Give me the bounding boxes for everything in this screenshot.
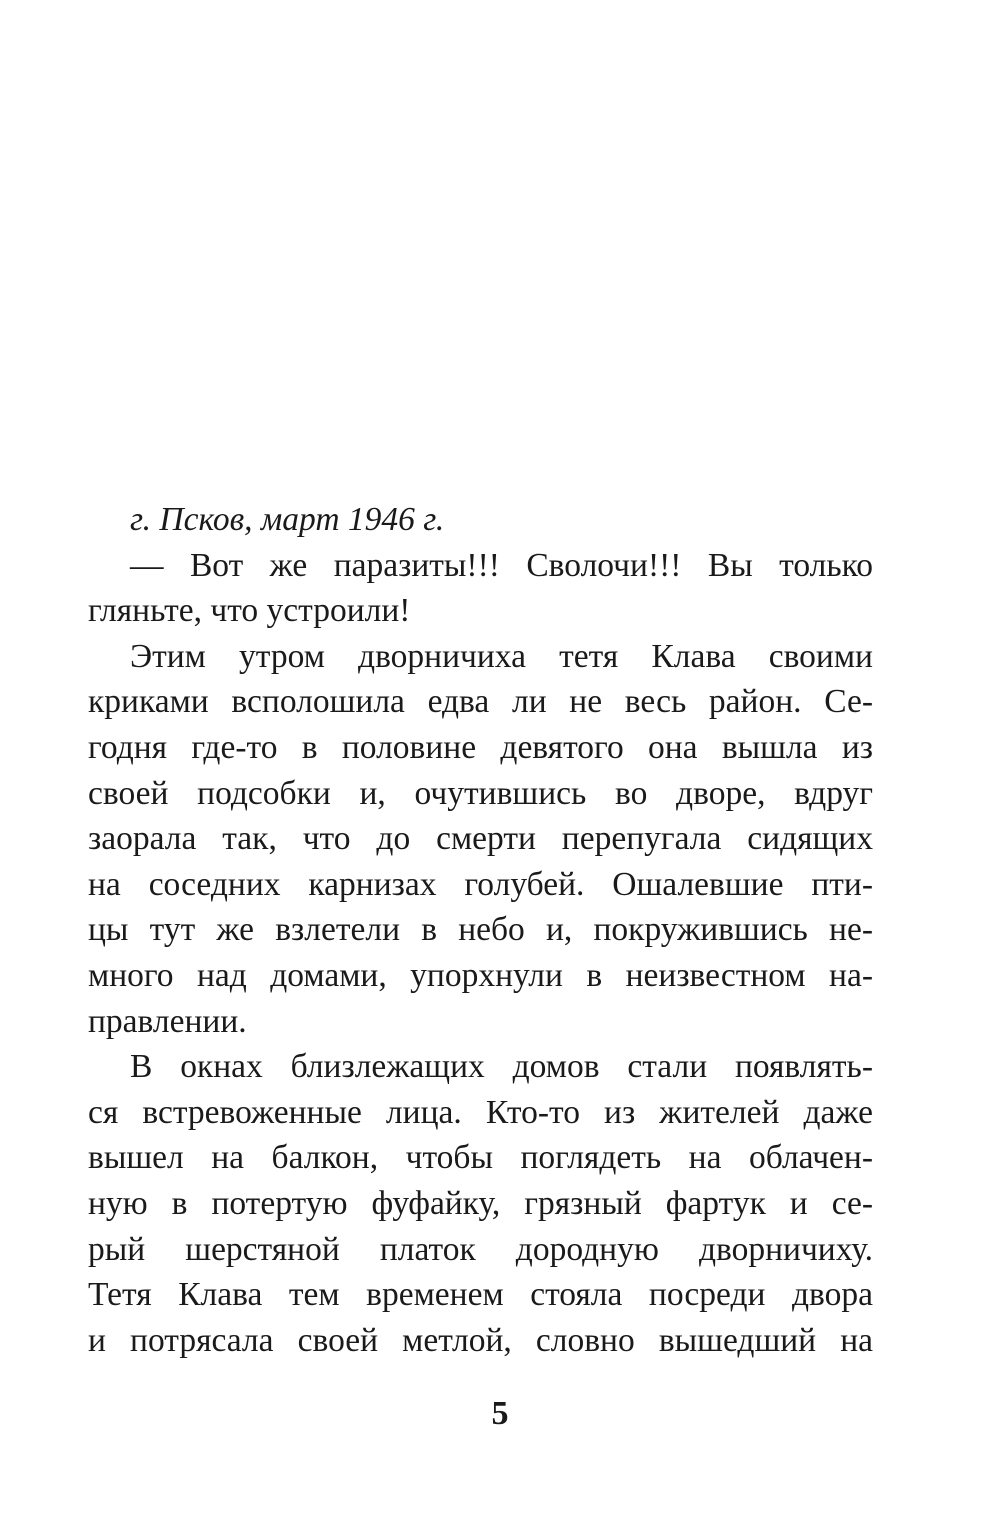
paragraph-1: [88, 543, 873, 634]
page-number: 5: [491, 1395, 509, 1432]
text-line: гляньте, что устроили!: [88, 592, 411, 630]
text-line: — Вот же паразиты!!! Сволочи!!! Вы только: [130, 546, 873, 584]
text-line: Этим утром дворничиха тетя Клава своими: [130, 637, 873, 675]
text-line: ся встревоженные лица. Кто-то из жителей даже: [88, 1093, 873, 1131]
text-line: своей подсобки и, очутившись во дворе, вдруг: [88, 774, 873, 812]
dateline: г. Псков, март 1946 г.: [130, 501, 445, 538]
body-text: [88, 497, 873, 1363]
text-line: В окнах близлежащих домов стали появлять-: [130, 1048, 873, 1086]
text-line: и потрясала своей метлой, словно вышедший на: [88, 1321, 873, 1359]
paragraph-3: [88, 1044, 873, 1363]
text-line: рый шерстяной платок дородную дворничиху.: [88, 1230, 873, 1268]
text-line: цы тут же взлетели в небо и, покружившись не-: [88, 911, 873, 949]
text-line: криками всполошила едва ли не весь район. Се-: [88, 683, 873, 721]
paragraph-2: [88, 634, 873, 1044]
text-line: годня где-то в половине девятого она вышла из: [88, 728, 873, 766]
text-line: вышел на балкон, чтобы поглядеть на облачен-: [88, 1139, 873, 1177]
text-line: ную в потертую фуфайку, грязный фартук и се-: [88, 1184, 873, 1222]
text-line: Тетя Клава тем временем стояла посреди двора: [88, 1276, 873, 1314]
text-line: много над домами, упорхнули в неизвестном на-: [88, 956, 873, 994]
text-line: правлении.: [88, 1002, 247, 1040]
text-line: заорала так, что до смерти перепугала сидящих: [88, 820, 873, 858]
text-line: на соседних карнизах голубей. Ошалевшие пти-: [88, 865, 873, 903]
